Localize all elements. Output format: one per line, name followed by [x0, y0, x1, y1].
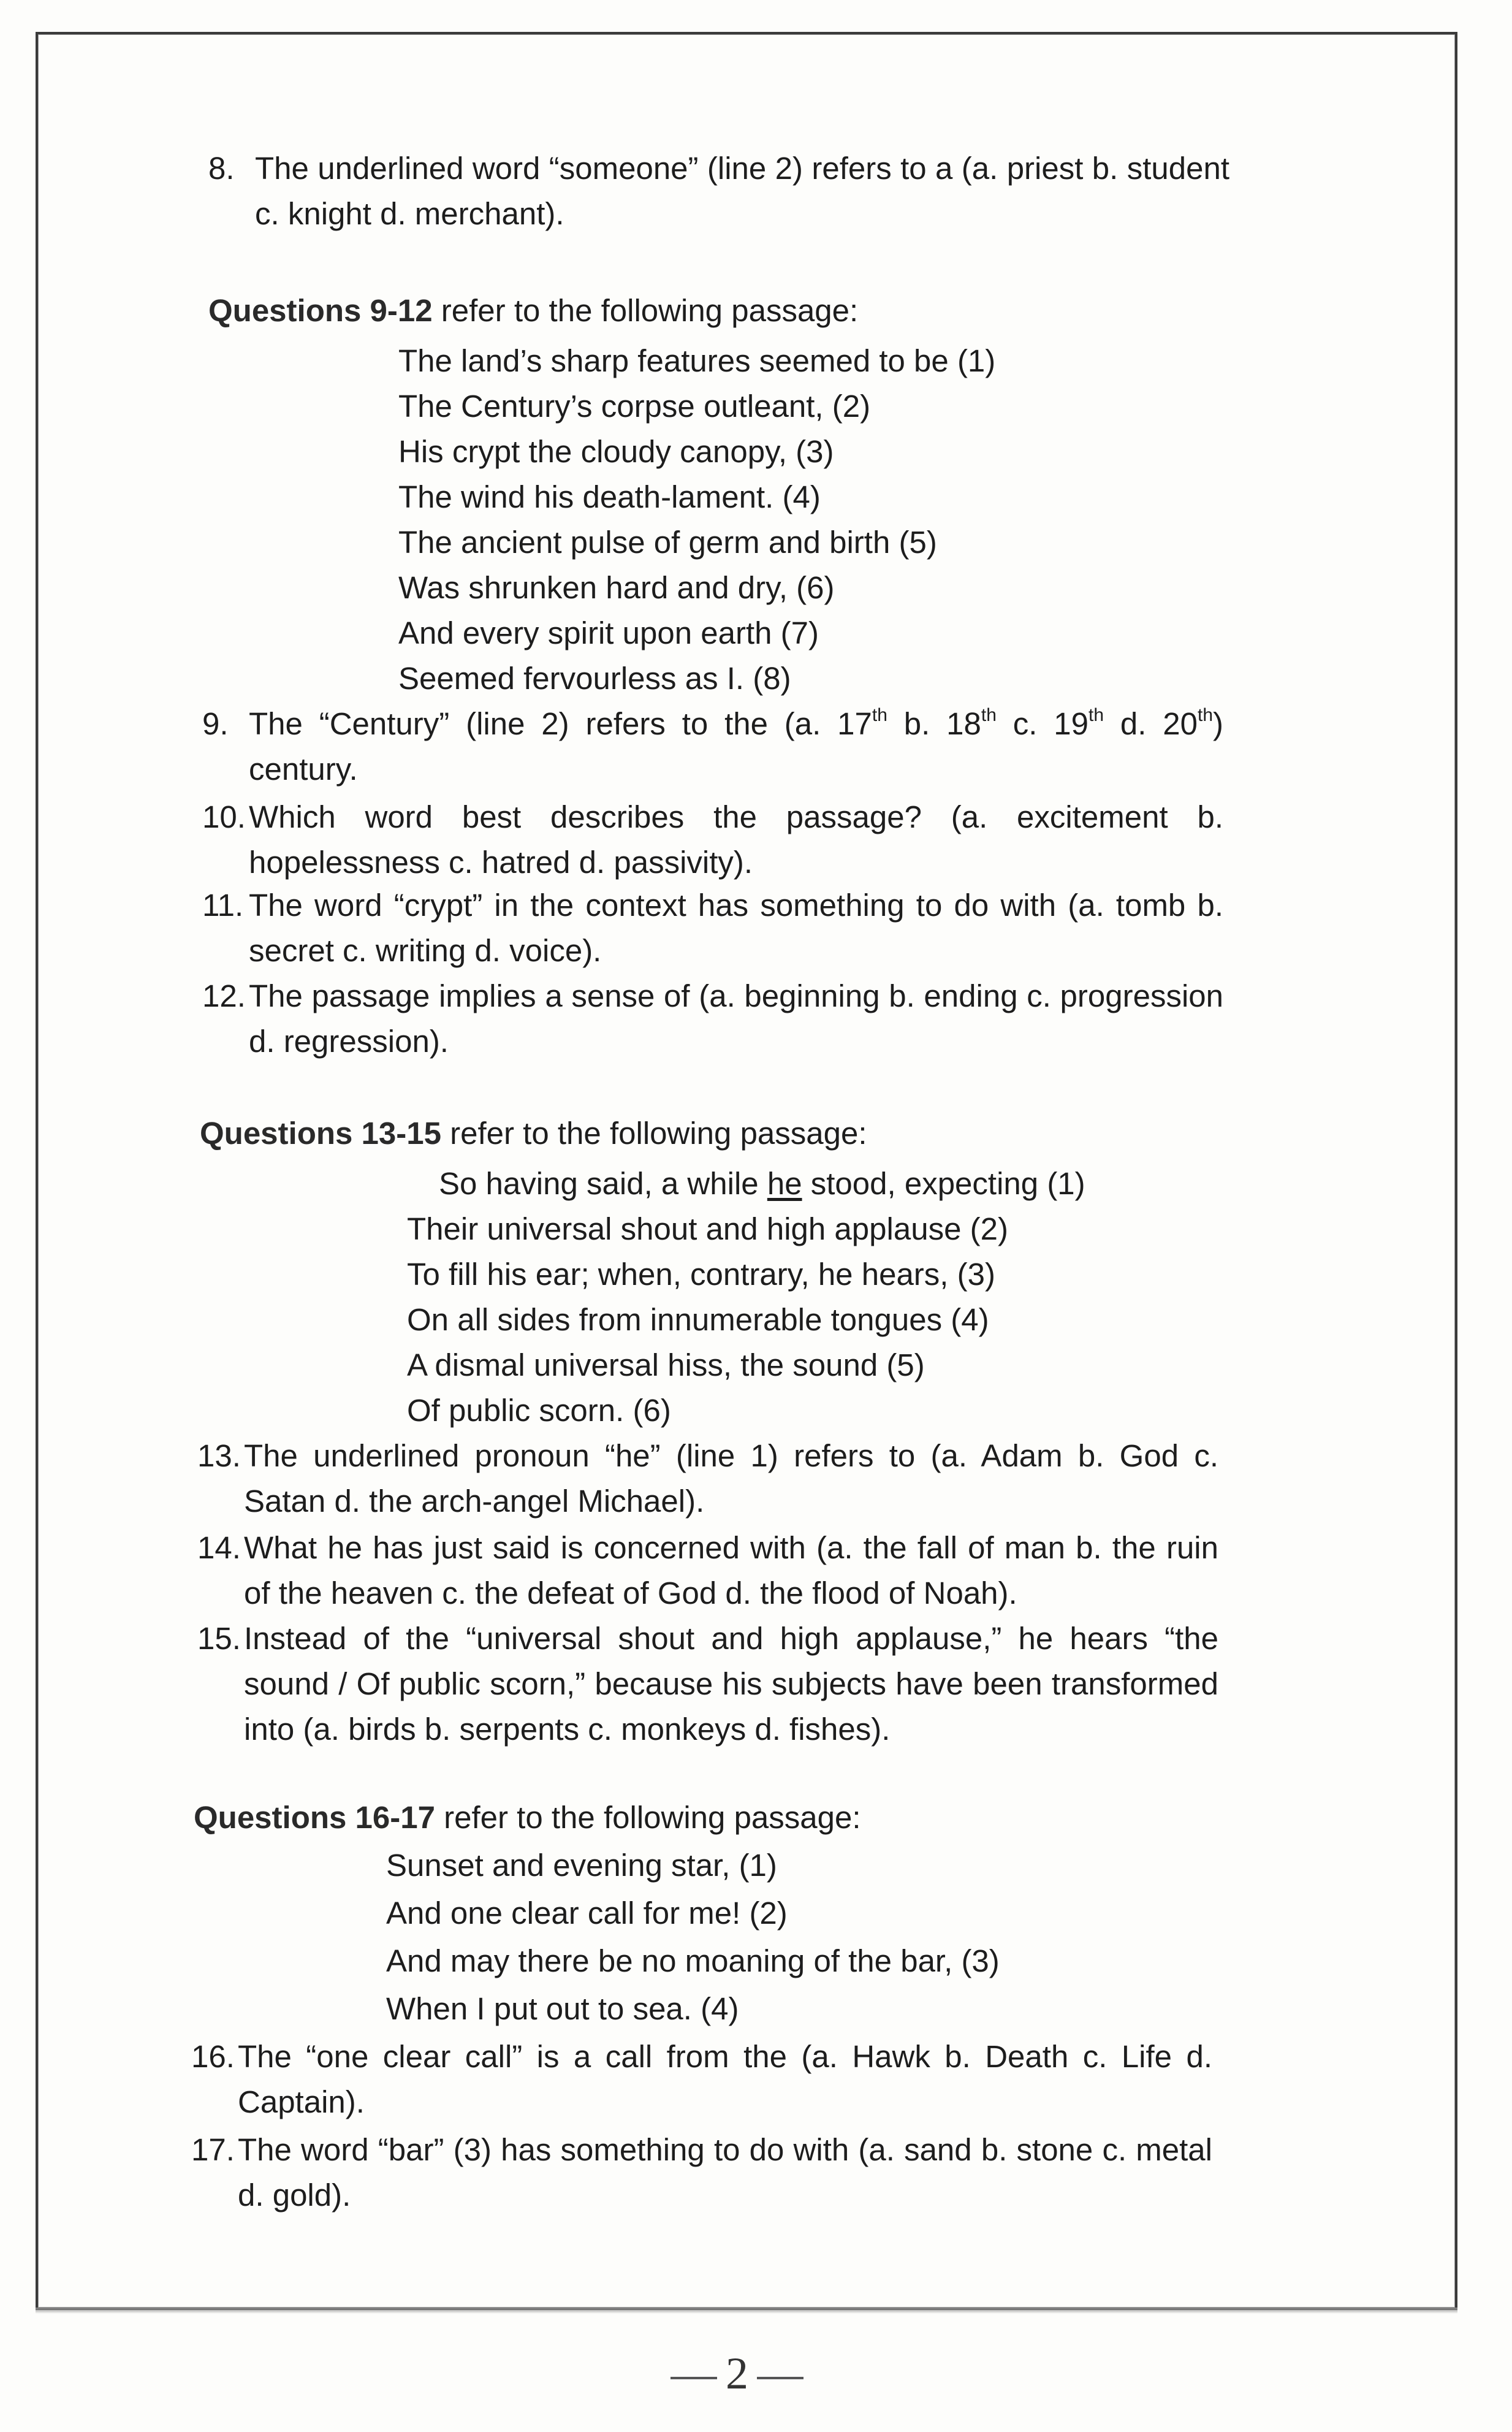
poem-line: Sunset and evening star, (1) [386, 1848, 777, 1883]
poem-line: A dismal universal hiss, the sound (5) [407, 1348, 925, 1382]
question-text: The underlined pronoun “he” (line 1) refers to (a. Adam b. God c. Satan d. the arch-angel Michael). [244, 1438, 1218, 1519]
question-text: The passage implies a sense of (a. beginning b. ending c. progression d. regression). [249, 978, 1223, 1059]
page-number-text: 2 [726, 2349, 748, 2399]
poem-line: Seemed fervourless as I. (8) [398, 661, 791, 696]
heading-bold: Questions 13-15 [200, 1116, 441, 1151]
heading-bold: Questions 9-12 [208, 293, 433, 328]
poem-line: And may there be no moaning of the bar, (3) [386, 1943, 1000, 1978]
heading-rest: refer to the following passage: [441, 1116, 867, 1151]
question-text: The “Century” (line 2) refers to the (a. 17th b. 18th c. 19th d. 20th) century. [249, 705, 1223, 787]
question-number: 9. [202, 706, 229, 741]
question-text: What he has just said is concerned with (a. the fall of man b. the ruin of the heaven c. the defeat of God d. the flood of Noah). [244, 1530, 1218, 1611]
poem-line: And every spirit upon earth (7) [398, 616, 819, 650]
page-number [662, 2348, 812, 2400]
poem-line: To fill his ear; when, contrary, he hears, (3) [407, 1257, 995, 1292]
question-text: The underlined word “someone” (line 2) refers to a (a. priest b. student c. knight d. merchant). [255, 151, 1229, 231]
poem-line: Of public scorn. (6) [407, 1393, 671, 1428]
poem-line: And one clear call for me! (2) [386, 1896, 788, 1931]
poem-line: When I put out to sea. (4) [386, 1991, 739, 2026]
question-number: 15. [197, 1621, 241, 1656]
poem-line: On all sides from innumerable tongues (4) [407, 1302, 989, 1337]
poem-line: So having said, a while he stood, expecting (1) [439, 1166, 1085, 1201]
underlined-he: he [767, 1166, 802, 1201]
poem-line: Their universal shout and high applause (2) [407, 1211, 1008, 1246]
poem-line: The Century’s corpse outleant, (2) [398, 389, 871, 424]
question-text: The “one clear call” is a call from the (a. Hawk b. Death c. Life d. Captain). [238, 2039, 1212, 2119]
poem-line: The land’s sharp features seemed to be (1) [398, 343, 996, 378]
footer-dash-left [671, 2377, 717, 2379]
question-number: 8. [208, 151, 235, 186]
question-text: Instead of the “universal shout and high applause,” he hears “the sound / Of public scorn,” because his subjects have been transformed into (a. birds b. serpents c. monkeys d. fishes). [244, 1621, 1218, 1747]
question-number: 10. [202, 799, 246, 834]
section-heading-13-15 [200, 1111, 867, 1156]
section-heading-16-17 [194, 1795, 861, 1840]
question-number: 16. [191, 2039, 235, 2074]
poem-line: His crypt the cloudy canopy, (3) [398, 434, 834, 469]
question-number: 12. [202, 978, 246, 1013]
section-heading-9-12 [208, 288, 858, 334]
poem-line: Was shrunken hard and dry, (6) [398, 570, 835, 605]
poem-line: The ancient pulse of germ and birth (5) [398, 525, 937, 560]
question-number: 13. [197, 1438, 241, 1473]
heading-rest: refer to the following passage: [432, 293, 859, 328]
heading-rest: refer to the following passage: [435, 1800, 861, 1835]
question-number: 11. [202, 888, 244, 923]
question-text: The word “crypt” in the context has something to do with (a. tomb b. secret c. writing d. voice). [249, 888, 1223, 968]
question-number: 14. [197, 1530, 241, 1565]
page-border-shadow [36, 2308, 1457, 2314]
poem-line: The wind his death-lament. (4) [398, 479, 821, 514]
heading-bold: Questions 16-17 [194, 1800, 435, 1835]
question-number: 17. [191, 2132, 235, 2167]
question-text: The word “bar” (3) has something to do with (a. sand b. stone c. metal d. gold). [238, 2132, 1212, 2213]
footer-dash-right [757, 2377, 803, 2379]
question-text: Which word best describes the passage? (a. excitement b. hopelessness c. hatred d. passivity). [249, 799, 1223, 880]
